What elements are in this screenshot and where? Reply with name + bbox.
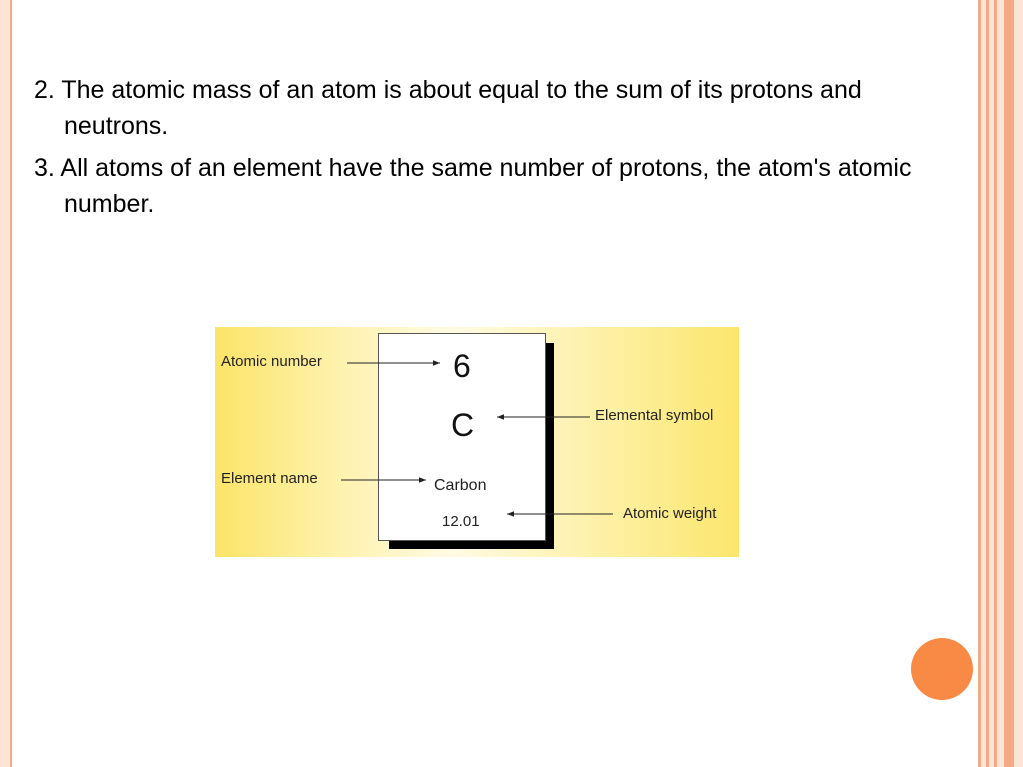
- label-atomic-number: Atomic number: [221, 353, 322, 370]
- slide-body: [34, 72, 934, 228]
- bullet-atomic-mass: 2. The atomic mass of an atom is about equal to the sum of its protons and neutrons.: [34, 76, 862, 140]
- card-atomic-weight: 12.01: [442, 513, 480, 530]
- card-element-symbol: C: [451, 407, 475, 443]
- card-element-name: Carbon: [434, 477, 487, 494]
- label-element-name: Element name: [221, 470, 318, 487]
- right-border-decoration: [978, 0, 1023, 767]
- left-border-decoration: [0, 0, 12, 767]
- element-diagram: [215, 327, 739, 557]
- decorative-orange-dot: [911, 638, 973, 700]
- card-atomic-number: 6: [453, 348, 471, 384]
- label-atomic-weight: Atomic weight: [623, 505, 717, 522]
- bullet-atomic-number: 3. All atoms of an element have the same number of protons, the atom's atomic number.: [34, 154, 912, 218]
- label-elemental-symbol: Elemental symbol: [595, 407, 714, 424]
